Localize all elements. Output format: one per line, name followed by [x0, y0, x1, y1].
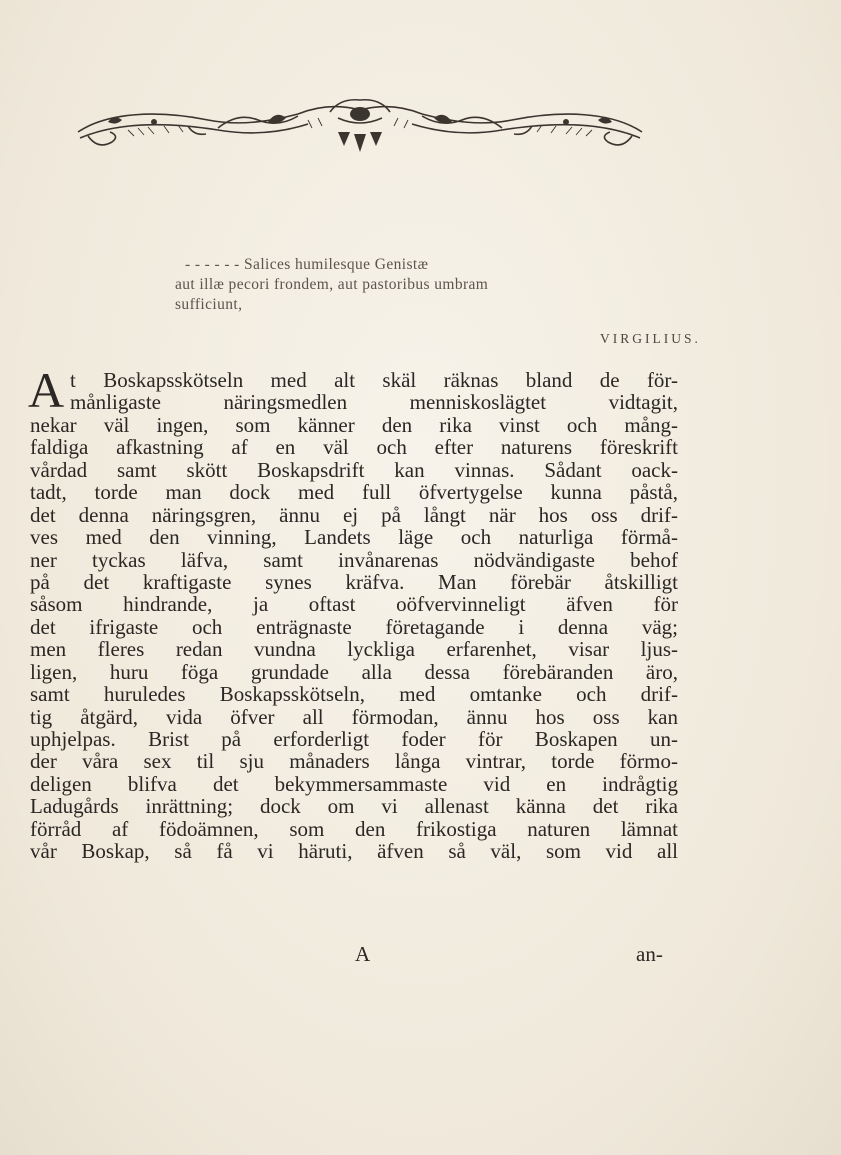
text-line: på det kraftigaste synes kräfva. Man förebär åtskilligt [30, 569, 678, 594]
epigraph-attribution: VIRGILIUS. [600, 331, 701, 346]
text-line: deligen blifva det bekymmersammaste vid en indrågtig [30, 771, 678, 796]
text-line: vårdad samt skött Boskapsdrift kan vinnas. Sådant oack- [30, 457, 678, 482]
text-line: det ifrigaste och enträgnaste företagande i denna väg; [30, 614, 678, 639]
text-line: samt huruledes Boskapsskötseln, med omtanke och drif- [30, 682, 678, 707]
text-line: förråd af födoämnen, som den frikostiga naturen lämnat [30, 816, 678, 841]
text-line: nekar väl ingen, som känner den rika vinst och mång- [30, 412, 678, 437]
epigraph-line-1: - - - - - - Salices humilesque Genistæ [185, 256, 429, 273]
epigraph-line-2: aut illæ pecori frondem, aut pastoribus umbram [175, 276, 489, 293]
text-line: der våra sex til sju månaders långa vintrar, torde förmo- [30, 749, 678, 774]
text-line: vår Boskap, så få vi häruti, äfven så väl, som vid all [30, 839, 678, 864]
body-paragraph [28, 362, 678, 864]
text-line: ner tyckas läfva, samt invånarenas nödvändigaste behof [30, 547, 678, 572]
text-line: ves med den vinning, Landets läge och naturliga förmå- [30, 525, 678, 550]
catchword: an- [636, 942, 663, 966]
text-line: Ladugårds inrättning; dock om vi allenast känna det rika [30, 794, 678, 819]
drop-cap: A [28, 362, 65, 418]
text-line: faldiga afkastning af en väl och efter naturens föreskrift [30, 435, 678, 460]
epigraph [175, 255, 695, 315]
text-line: tadt, torde man dock med full öfvertygelse kunna påstå, [30, 480, 678, 505]
text-line: ligen, huru föga grundade alla dessa förebäranden äro, [30, 659, 678, 684]
text-line: t Boskapsskötseln med alt skäl räknas bland de för- [70, 368, 678, 392]
text-line: men fleres redan vundna lyckliga erfarenhet, visar ljus- [30, 637, 678, 662]
signature-mark: A [355, 942, 371, 966]
text-line: uphjelpas. Brist på erforderligt foder för Boskapen un- [30, 727, 678, 751]
text-line: tig åtgärd, vida öfver all förmodan, ännu hos oss kan [30, 704, 678, 729]
headpiece-ornament [68, 92, 652, 162]
epigraph-line-3: sufficiunt, [175, 296, 243, 313]
text-line: månligaste näringsmedlen menniskoslägtet vidtagit, [70, 390, 678, 415]
text-line: det denna näringsgren, ännu ej på långt när hos oss drif- [30, 502, 678, 527]
text-line: såsom hindrande, ja oftast oöfvervinneligt äfven för [30, 592, 678, 617]
